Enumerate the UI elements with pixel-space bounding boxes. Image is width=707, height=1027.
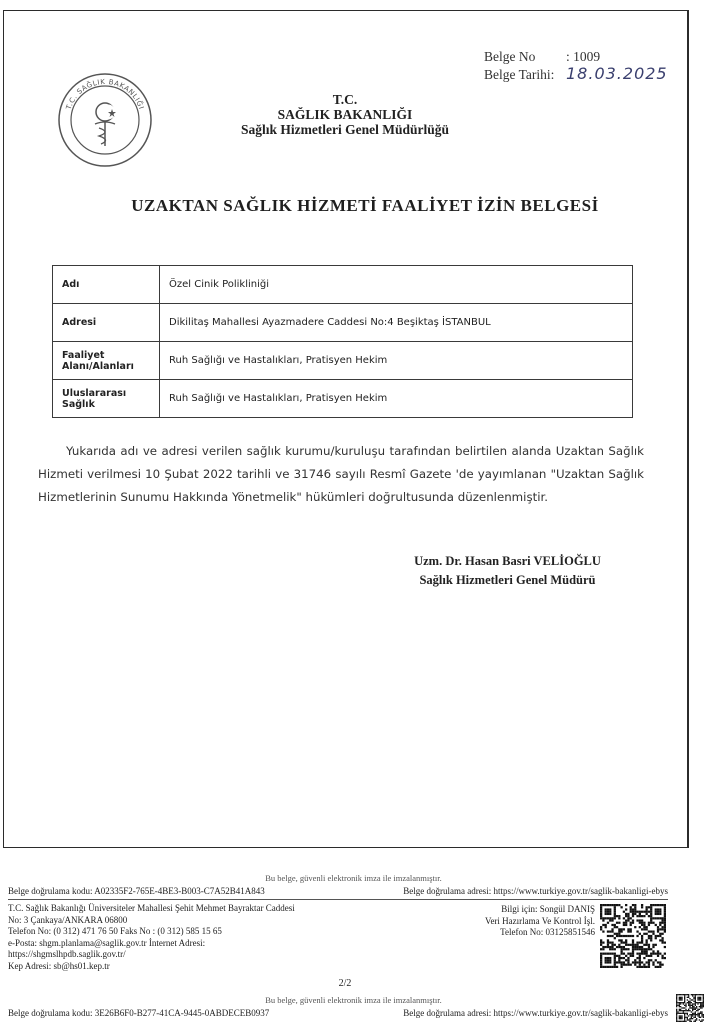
qr-code-icon: [600, 904, 666, 968]
row-label: Faaliyet Alanı/Alanları: [53, 342, 160, 380]
header-ministry: SAĞLIK BAKANLIĞI: [277, 107, 413, 122]
verification-line: [8, 886, 668, 896]
row-value: Dikilitaş Mahallesi Ayazmadere Caddesi No:4 Beşiktaş İSTANBUL: [160, 304, 633, 342]
info-line: Telefon No: 03125851546: [500, 927, 595, 937]
contact-block: [8, 903, 295, 972]
row-label: Adresi: [53, 304, 160, 342]
document-title: UZAKTAN SAĞLIK HİZMETİ FAALİYET İZİN BELGESİ: [131, 196, 599, 215]
table-row: [53, 342, 633, 380]
info-line: Veri Hazırlama Ve Kontrol İşl.: [484, 915, 595, 926]
ministry-header: [180, 92, 510, 137]
contact-line: https://shgmslhpdb.saglik.gov.tr/: [8, 949, 126, 959]
contact-line: Telefon No: (0 312) 471 76 50 Faks No : (0 312) 585 15 65: [8, 926, 222, 936]
verification-code-2: Belge doğrulama kodu: 3E26B6F0-B277-41CA-9445-0ABDECEB0937: [8, 1008, 270, 1018]
signature-block: [385, 552, 630, 590]
row-value: Ruh Sağlığı ve Hastalıkları, Pratisyen Hekim: [160, 342, 633, 380]
table-row: [53, 380, 633, 418]
facility-info-table: [52, 265, 633, 418]
row-value: Özel Cinik Polikliniği: [160, 266, 633, 304]
document-number-value: : 1009: [566, 49, 601, 64]
table-row: [53, 266, 633, 304]
body-text: Yukarıda adı ve adresi verilen sağlık kurumu/kuruluşu tarafından belirtilen alanda Uzaktan Sağlık Hizmeti verilmesi 10 Şubat 2022 tarihli ve 31746 sayılı Resmî Gazete 'de yayımlanan "Uzaktan Sağlık Hizmetlerinin Sunumu Hakkında Yönetmelik" hükümleri doğrultusunda düzenlenmiştir.: [38, 444, 644, 504]
page-number: 2/2: [338, 978, 352, 989]
verification-line-2: [8, 1008, 668, 1018]
table-row: [53, 304, 633, 342]
info-line: Bilgi için: Songül DANIŞ: [501, 904, 595, 914]
row-label: Adı: [53, 266, 160, 304]
header-tc: T.C.: [332, 92, 358, 107]
contact-line: e-Posta: shgm.planlama@saglik.gov.tr İnternet Adresi:: [8, 937, 206, 948]
row-label: Uluslararası Sağlık: [53, 380, 160, 418]
esign-note-2: Bu belge, güvenli elektronik imza ile imzalanmıştır.: [265, 995, 442, 1005]
row-value: Ruh Sağlığı ve Hastalıkları, Pratisyen Hekim: [160, 380, 633, 418]
contact-person-block: [440, 904, 595, 939]
esign-note: Bu belge, güvenli elektronik imza ile imzalanmıştır.: [265, 873, 442, 883]
verification-address-2: Belge doğrulama adresi: https://www.turkiye.gov.tr/saglik-bakanligi-ebys: [403, 1008, 668, 1018]
seal-text: T.C. SAĞLIK BAKANLIĞI: [64, 77, 146, 111]
document-number-label: Belge No: [484, 49, 536, 64]
body-paragraph: [38, 440, 644, 509]
signatory-name: Uzm. Dr. Hasan Basri VELİOĞLU: [414, 554, 601, 568]
signatory-title: Sağlık Hizmetleri Genel Müdürü: [419, 573, 596, 587]
footer-divider: [8, 899, 668, 900]
verification-address: Belge doğrulama adresi: https://www.turkiye.gov.tr/saglik-bakanligi-ebys: [403, 886, 668, 896]
contact-line: No: 3 Çankaya/ANKARA 06800: [8, 914, 128, 925]
ministry-seal-icon: [57, 72, 153, 168]
contact-line: T.C. Sağlık Bakanlığı Üniversiteler Mahallesi Şehit Mehmet Bayraktar Caddesi: [8, 903, 295, 913]
header-directorate: Sağlık Hizmetleri Genel Müdürlüğü: [240, 122, 450, 137]
verification-code: Belge doğrulama kodu: A02335F2-765E-4BE3-B003-C7A52B41A843: [8, 886, 265, 896]
document-date-value: 18.03.2025: [566, 64, 668, 83]
document-meta: [484, 48, 668, 83]
document-date-label: Belge Tarihi:: [484, 67, 555, 82]
contact-line: Kep Adresi: sb@hs01.kep.tr: [8, 960, 110, 971]
qr-code-small-icon: [676, 994, 704, 1022]
